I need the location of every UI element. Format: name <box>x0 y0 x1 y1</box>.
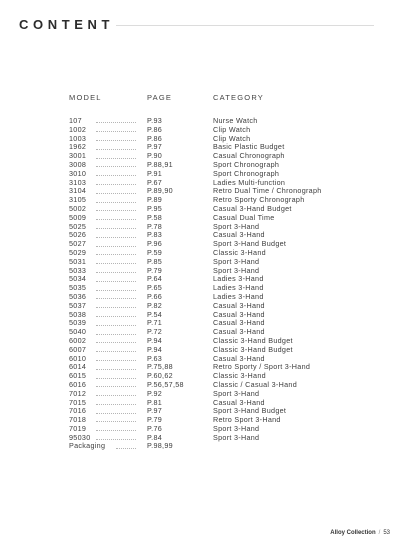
model-cell: 5029 <box>69 247 87 257</box>
category-cell: Sport 3-Hand <box>213 221 260 231</box>
model-cell: 6010 <box>69 353 87 363</box>
category-cell: Clip Watch <box>213 124 251 134</box>
table-row <box>0 328 400 337</box>
header-page: PAGE <box>147 93 173 102</box>
table-row <box>0 126 400 135</box>
dot-leader <box>96 334 136 335</box>
table-row <box>0 249 400 258</box>
model-cell: 3103 <box>69 177 87 187</box>
model-cell: 5034 <box>69 274 87 284</box>
dot-leader <box>96 298 136 299</box>
page-cell: P.54 <box>147 309 163 319</box>
page-cell: P.88,91 <box>147 159 173 169</box>
table-row <box>0 214 400 223</box>
page-cell: P.89,90 <box>147 186 173 196</box>
category-cell: Clip Watch <box>213 133 251 143</box>
table-row <box>0 363 400 372</box>
table-row <box>0 117 400 126</box>
page-cell: P.81 <box>147 397 163 407</box>
table-row <box>0 407 400 416</box>
page-cell: P.82 <box>147 300 163 310</box>
dot-leader <box>96 149 136 150</box>
model-cell: 5026 <box>69 230 87 240</box>
dot-leader <box>96 193 136 194</box>
category-cell: Retro Sporty / Sport 3-Hand <box>213 362 311 372</box>
category-cell: Sport 3-Hand <box>213 265 260 275</box>
model-cell: 5035 <box>69 283 87 293</box>
category-cell: Casual Chronograph <box>213 151 285 161</box>
dot-leader <box>96 184 136 185</box>
dot-leader <box>96 131 136 132</box>
table-row <box>0 346 400 355</box>
category-cell: Ladies Multi-function <box>213 177 286 187</box>
page-cell: P.85 <box>147 256 163 266</box>
category-cell: Casual 3-Hand <box>213 353 265 363</box>
dot-leader <box>96 395 136 396</box>
page-footer <box>330 530 390 536</box>
model-cell: 5036 <box>69 291 87 301</box>
category-cell: Sport Chronograph <box>213 168 280 178</box>
table-row <box>0 223 400 232</box>
page-cell: P.79 <box>147 265 163 275</box>
table-row <box>0 258 400 267</box>
model-cell: 3010 <box>69 168 87 178</box>
dot-leader <box>96 351 136 352</box>
page-cell: P.72 <box>147 327 163 337</box>
model-cell: 1002 <box>69 124 87 134</box>
table-row <box>0 240 400 249</box>
dot-leader <box>96 413 136 414</box>
dot-leader <box>96 439 136 440</box>
category-cell: Ladies 3-Hand <box>213 291 264 301</box>
table-row <box>0 425 400 434</box>
page-cell: P.64 <box>147 274 163 284</box>
model-cell: 107 <box>69 116 82 125</box>
page-cell: P.92 <box>147 388 163 398</box>
category-cell: Casual 3-Hand <box>213 397 265 407</box>
model-cell: 95030 <box>69 432 91 442</box>
model-cell: 5002 <box>69 203 87 213</box>
page-cell: P.89 <box>147 195 163 205</box>
table-row <box>0 152 400 161</box>
page-cell: P.59 <box>147 247 163 257</box>
category-cell: Casual 3-Hand <box>213 230 265 240</box>
category-cell: Sport 3-Hand <box>213 388 260 398</box>
model-cell: 5039 <box>69 318 87 328</box>
page-cell: P.83 <box>147 230 163 240</box>
table-row <box>0 267 400 276</box>
category-cell: Sport 3-Hand <box>213 423 260 433</box>
dot-leader <box>96 369 136 370</box>
model-cell: 5027 <box>69 239 87 249</box>
category-cell: Classic 3-Hand Budget <box>213 335 293 345</box>
model-cell: 6014 <box>69 362 87 372</box>
dot-leader <box>96 360 136 361</box>
category-cell: Classic 3-Hand Budget <box>213 344 293 354</box>
table-row <box>0 196 400 205</box>
model-cell: 7016 <box>69 406 87 416</box>
model-cell: 5009 <box>69 212 87 222</box>
table-row <box>0 337 400 346</box>
model-cell: 5037 <box>69 300 87 310</box>
header-category: CATEGORY <box>213 93 264 102</box>
category-cell: Ladies 3-Hand <box>213 274 264 284</box>
dot-leader <box>96 254 136 255</box>
dot-leader <box>96 316 136 317</box>
page-cell: P.76 <box>147 423 163 433</box>
dot-leader <box>96 272 136 273</box>
dot-leader <box>96 158 136 159</box>
model-cell: Packaging <box>69 441 106 451</box>
page-cell: P.75,88 <box>147 362 173 372</box>
dot-leader <box>96 430 136 431</box>
dot-leader <box>116 448 136 449</box>
model-cell: 5025 <box>69 221 87 231</box>
model-cell: 1962 <box>69 142 87 152</box>
category-cell: Casual 3-Hand <box>213 300 265 310</box>
model-cell: 5038 <box>69 309 87 319</box>
category-cell: Retro Dual Time / Chronograph <box>213 186 322 196</box>
page-cell: P.84 <box>147 432 163 442</box>
table-row <box>0 399 400 408</box>
table-row <box>0 355 400 364</box>
table-row <box>0 381 400 390</box>
table-row <box>0 187 400 196</box>
page-cell: P.91 <box>147 168 163 178</box>
footer-page-number: 53 <box>383 530 390 536</box>
category-cell: Classic / Casual 3-Hand <box>213 379 297 389</box>
dot-leader <box>96 246 136 247</box>
category-cell: Nurse Watch <box>213 116 258 125</box>
category-cell: Retro Sport 3-Hand <box>213 415 281 425</box>
dot-leader <box>96 166 136 167</box>
page-cell: P.79 <box>147 415 163 425</box>
model-cell: 3008 <box>69 159 87 169</box>
model-cell: 3105 <box>69 195 87 205</box>
table-row <box>0 311 400 320</box>
page-cell: P.94 <box>147 344 163 354</box>
table-row <box>0 434 400 443</box>
model-cell: 5031 <box>69 256 87 266</box>
page-cell: P.97 <box>147 142 163 152</box>
table-row <box>0 390 400 399</box>
page-cell: P.71 <box>147 318 163 328</box>
model-cell: 5040 <box>69 327 87 337</box>
table-row <box>0 143 400 152</box>
model-cell: 6016 <box>69 379 87 389</box>
category-cell: Casual Dual Time <box>213 212 275 222</box>
model-cell: 7015 <box>69 397 87 407</box>
dot-leader <box>96 342 136 343</box>
table-row <box>0 442 400 451</box>
dot-leader <box>96 228 136 229</box>
model-cell: 1003 <box>69 133 87 143</box>
category-cell: Basic Plastic Budget <box>213 142 285 152</box>
table-row <box>0 293 400 302</box>
page-cell: P.97 <box>147 406 163 416</box>
model-cell: 6007 <box>69 344 87 354</box>
model-cell: 7012 <box>69 388 87 398</box>
footer-separator: / <box>378 530 381 536</box>
content-table <box>0 117 400 451</box>
model-cell: 6002 <box>69 335 87 345</box>
page-cell: P.96 <box>147 239 163 249</box>
dot-leader <box>96 210 136 211</box>
table-row <box>0 275 400 284</box>
category-cell: Retro Sporty Chronograph <box>213 195 305 205</box>
category-cell: Casual 3-Hand <box>213 318 265 328</box>
model-cell: 5033 <box>69 265 87 275</box>
page-cell: P.78 <box>147 221 163 231</box>
page-cell: P.93 <box>147 116 163 125</box>
dot-leader <box>96 307 136 308</box>
dot-leader <box>96 237 136 238</box>
dot-leader <box>96 386 136 387</box>
category-cell: Sport 3-Hand <box>213 256 260 266</box>
dot-leader <box>96 122 136 123</box>
footer-collection: Alloy Collection <box>330 530 376 536</box>
page-cell: P.95 <box>147 203 163 213</box>
dot-leader <box>96 202 136 203</box>
table-row <box>0 416 400 425</box>
table-row <box>0 284 400 293</box>
dot-leader <box>96 290 136 291</box>
dot-leader <box>96 404 136 405</box>
category-cell: Sport 3-Hand Budget <box>213 406 287 416</box>
dot-leader <box>96 421 136 422</box>
page-cell: P.67 <box>147 177 163 187</box>
dot-leader <box>96 263 136 264</box>
page-cell: P.98,99 <box>147 441 173 451</box>
dot-leader <box>96 140 136 141</box>
page-cell: P.63 <box>147 353 163 363</box>
category-cell: Classic 3-Hand <box>213 371 266 381</box>
title-divider <box>116 25 374 26</box>
category-cell: Casual 3-Hand <box>213 309 265 319</box>
model-cell: 3104 <box>69 186 87 196</box>
page-cell: P.90 <box>147 151 163 161</box>
category-cell: Sport 3-Hand <box>213 432 260 442</box>
table-row <box>0 205 400 214</box>
model-cell: 6015 <box>69 371 87 381</box>
table-row <box>0 135 400 144</box>
dot-leader <box>96 325 136 326</box>
page-cell: P.58 <box>147 212 163 222</box>
category-cell: Casual 3-Hand <box>213 327 265 337</box>
table-row <box>0 319 400 328</box>
page-cell: P.56,57,58 <box>147 379 184 389</box>
model-cell: 3001 <box>69 151 87 161</box>
model-cell: 7018 <box>69 415 87 425</box>
page-cell: P.86 <box>147 124 163 134</box>
table-row <box>0 170 400 179</box>
table-row <box>0 161 400 170</box>
dot-leader <box>96 219 136 220</box>
page-cell: P.66 <box>147 291 163 301</box>
page-cell: P.65 <box>147 283 163 293</box>
category-cell: Classic 3-Hand <box>213 247 266 257</box>
page-cell: P.86 <box>147 133 163 143</box>
dot-leader <box>96 175 136 176</box>
dot-leader <box>96 378 136 379</box>
category-cell: Ladies 3-Hand <box>213 283 264 293</box>
page-cell: P.60,62 <box>147 371 173 381</box>
category-cell: Casual 3-Hand Budget <box>213 203 292 213</box>
page-title: CONTENT <box>19 17 115 32</box>
category-cell: Sport 3-Hand Budget <box>213 239 287 249</box>
table-row <box>0 179 400 188</box>
table-row <box>0 231 400 240</box>
category-cell: Sport Chronograph <box>213 159 280 169</box>
model-cell: 7019 <box>69 423 87 433</box>
table-row <box>0 302 400 311</box>
dot-leader <box>96 281 136 282</box>
header-model: MODEL <box>69 93 102 102</box>
page-cell: P.94 <box>147 335 163 345</box>
table-row <box>0 372 400 381</box>
